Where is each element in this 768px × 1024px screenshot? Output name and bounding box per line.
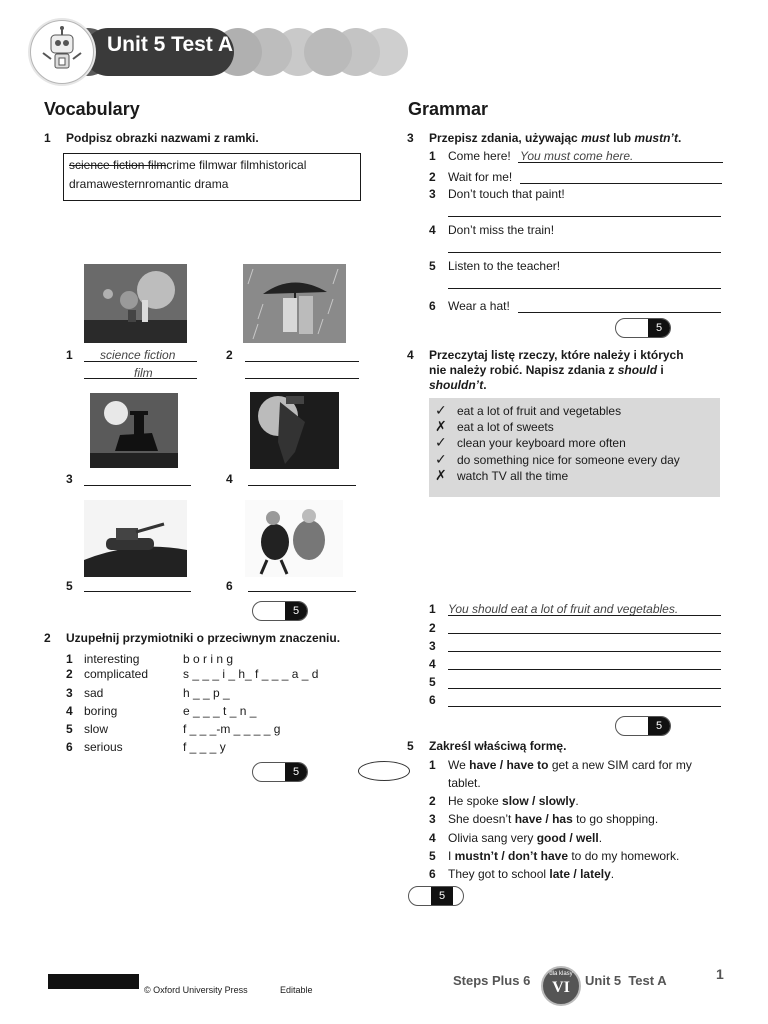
- choice-options[interactable]: have / have to: [469, 758, 549, 772]
- answer-line[interactable]: [248, 591, 356, 592]
- item-answer[interactable]: s _ _ _ i _ h_ f _ _ _ a _ d: [183, 667, 319, 681]
- crime-picture: [250, 392, 339, 469]
- answer-1-line1: science fiction: [100, 348, 176, 362]
- choice-options[interactable]: have / has: [514, 812, 573, 826]
- choice-options[interactable]: good / well: [536, 831, 599, 845]
- item-number: 3: [429, 639, 436, 653]
- score-value: 5: [285, 763, 307, 781]
- answer-line[interactable]: [84, 361, 197, 362]
- item-answer[interactable]: h _ _ p _: [183, 686, 230, 700]
- choice-sentence-cont: tablet.: [448, 776, 481, 790]
- item-word: complicated: [84, 667, 149, 681]
- task4-number: 4: [407, 348, 414, 362]
- answer-line[interactable]: [84, 591, 191, 592]
- answer-line[interactable]: [245, 378, 359, 379]
- score-value: 5: [648, 717, 670, 735]
- answer-number: 2: [226, 348, 233, 362]
- page-title: Unit 5 Test A: [107, 33, 234, 56]
- list-item: ✓ eat a lot of fruit and vegetables: [435, 402, 622, 418]
- task1-instruction: Podpisz obrazki nazwami z ramki.: [66, 131, 259, 145]
- task3-number: 3: [407, 131, 414, 145]
- item-number: 5: [66, 722, 73, 736]
- choice-sentence: They got to school late / lately.: [448, 867, 615, 881]
- item-number: 2: [429, 794, 436, 808]
- item-answer: b o r i n g: [183, 652, 234, 666]
- total-score-oval: [358, 761, 410, 781]
- list-item: ✗ watch TV all the time: [435, 467, 569, 483]
- item-word: serious: [84, 740, 123, 754]
- item-number: 1: [429, 758, 436, 772]
- word-box-line1: crime filmwar filmhistorical: [166, 158, 307, 172]
- editable-label: Editable: [280, 985, 313, 995]
- answer-number: 5: [66, 579, 73, 593]
- page-number: 1: [716, 966, 724, 982]
- list-item: ✗ eat a lot of sweets: [435, 418, 554, 434]
- footer-black-bar: [48, 974, 139, 989]
- choice-sentence: We have / have to get a new SIM card for my: [448, 758, 692, 772]
- item-number: 2: [429, 621, 436, 635]
- answer-1-line2: film: [134, 366, 153, 380]
- item-answer[interactable]: f _ _ _-m _ _ _ _ g: [183, 722, 281, 736]
- item-number: 4: [429, 657, 436, 671]
- item-number: 3: [429, 812, 436, 826]
- answer-line[interactable]: [84, 485, 191, 486]
- answer-line[interactable]: [518, 312, 721, 313]
- answer-line[interactable]: [448, 288, 721, 289]
- check-icon: ✓: [435, 451, 447, 467]
- item-answer: You should eat a lot of fruit and vegetables.: [448, 602, 679, 616]
- footer-unit: Unit 5 Test A: [585, 973, 667, 988]
- book-title: Steps Plus 6: [453, 973, 531, 988]
- class-badge-icon: dla klasy VI: [541, 966, 581, 1006]
- task5-number: 5: [407, 739, 414, 753]
- item-number: 2: [429, 170, 436, 184]
- item-text: Wait for me!: [448, 170, 513, 184]
- answer-number: 1: [66, 348, 73, 362]
- task4-instruction-line2: nie należy robić. Napisz zdania z should i: [429, 363, 664, 377]
- item-number: 3: [429, 187, 436, 201]
- score-box: [615, 318, 671, 338]
- grammar-heading: Grammar: [408, 99, 489, 119]
- score-box: [408, 886, 464, 906]
- cross-icon: ✗: [435, 418, 447, 434]
- war-tank-picture: [84, 500, 187, 577]
- answer-line[interactable]: [448, 252, 721, 253]
- task5-instruction: Zakreśl właściwą formę.: [429, 739, 567, 753]
- answer-line[interactable]: [448, 633, 721, 634]
- task3-instruction: Przepisz zdania, używając must lub mustn’t.: [429, 131, 682, 145]
- choice-sentence: He spoke slow / slowly.: [448, 794, 579, 808]
- item-word: sad: [84, 686, 104, 700]
- item-number: 3: [66, 686, 73, 700]
- answer-line[interactable]: [245, 361, 359, 362]
- answer-line[interactable]: [84, 378, 197, 379]
- historical-drama-picture: [245, 500, 343, 577]
- item-answer[interactable]: f _ _ _ y: [183, 740, 226, 754]
- item-text: Listen to the teacher!: [448, 259, 561, 273]
- answer-line[interactable]: [448, 216, 721, 217]
- task4-instruction-line1: Przeczytaj listę rzeczy, które należy i których: [429, 348, 684, 362]
- item-answer[interactable]: e _ _ _ t _ n _: [183, 704, 257, 718]
- romance-rain-picture: [243, 264, 346, 343]
- word-box-crossed: science fiction film: [69, 158, 167, 172]
- score-value: 5: [648, 319, 670, 337]
- word-box: [63, 153, 361, 201]
- answer-line[interactable]: [520, 183, 722, 184]
- item-text: Don’t miss the train!: [448, 223, 555, 237]
- answer-number: 3: [66, 472, 73, 486]
- check-icon: ✓: [435, 402, 447, 418]
- item-number: 2: [66, 667, 73, 681]
- answer-line[interactable]: [518, 162, 723, 163]
- item-number: 1: [66, 652, 73, 666]
- item-number: 4: [429, 223, 436, 237]
- task2-number: 2: [44, 631, 51, 645]
- item-number: 6: [429, 299, 436, 313]
- copyright-text: © Oxford University Press: [144, 985, 248, 995]
- cross-icon: ✗: [435, 467, 447, 483]
- answer-line[interactable]: [448, 669, 721, 670]
- task4-instruction-line3: shouldn’t.: [429, 378, 487, 392]
- western-picture: [90, 393, 178, 468]
- item-number: 5: [429, 259, 436, 273]
- do-dont-list: [429, 398, 720, 497]
- item-number: 6: [66, 740, 73, 754]
- check-icon: ✓: [435, 434, 447, 450]
- score-box: [252, 601, 308, 621]
- item-number: 4: [66, 704, 73, 718]
- answer-line[interactable]: [448, 688, 721, 689]
- list-item: ✓ clean your keyboard more often: [435, 434, 626, 450]
- choice-sentence: I mustn’t / don’t have to do my homework.: [448, 849, 680, 863]
- choice-sentence: Olivia sang very good / well.: [448, 831, 603, 845]
- answer-number: 6: [226, 579, 233, 593]
- choice-options[interactable]: late / lately: [549, 867, 611, 881]
- choice-options[interactable]: mustn’t / don’t have: [454, 849, 569, 863]
- score-value: 5: [431, 887, 453, 905]
- robot-logo-icon: [30, 20, 94, 84]
- item-number: 4: [429, 831, 436, 845]
- answer-line[interactable]: [448, 706, 721, 707]
- answer-line[interactable]: [448, 651, 721, 652]
- item-number: 1: [429, 602, 436, 616]
- task2-instruction: Uzupełnij przymiotniki o przeciwnym znaczeniu.: [66, 631, 341, 645]
- scifi-picture: [84, 264, 187, 343]
- item-number: 5: [429, 849, 436, 863]
- answer-number: 4: [226, 472, 233, 486]
- answer-line[interactable]: [248, 485, 356, 486]
- choice-sentence: She doesn’t have / has to go shopping.: [448, 812, 659, 826]
- list-item: ✓ do something nice for someone every day: [435, 451, 680, 467]
- choice-options[interactable]: slow / slowly: [502, 794, 576, 808]
- item-text: Wear a hat!: [448, 299, 510, 313]
- item-number: 6: [429, 867, 436, 881]
- item-text: Don’t touch that paint!: [448, 187, 565, 201]
- item-word: interesting: [84, 652, 140, 666]
- vocabulary-heading: Vocabulary: [44, 99, 140, 119]
- item-number: 1: [429, 149, 436, 163]
- item-number: 6: [429, 693, 436, 707]
- answer-line[interactable]: [448, 615, 721, 616]
- item-text: Come here!: [448, 149, 511, 163]
- item-word: slow: [84, 722, 109, 736]
- score-box: [252, 762, 308, 782]
- item-number: 5: [429, 675, 436, 689]
- task1-number: 1: [44, 131, 51, 145]
- word-box-line2: dramawesternromantic drama: [69, 177, 229, 191]
- score-value: 5: [285, 602, 307, 620]
- item-answer: You must come here.: [520, 149, 634, 163]
- score-box: [615, 716, 671, 736]
- item-word: boring: [84, 704, 118, 718]
